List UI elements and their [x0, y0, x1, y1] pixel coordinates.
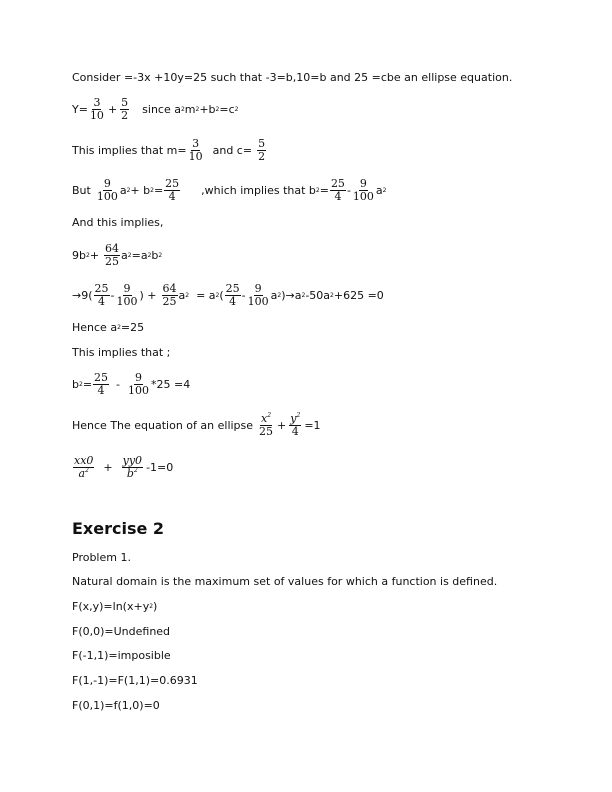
fraction: $\frac{5}{2}$ — [121, 96, 129, 122]
y-equation: Y= $\frac{3}{10}$ + $\frac{5}{2}$ since a 2 m 2 +b 2 =c 2 — [72, 96, 239, 122]
and-this-implies — [72, 216, 163, 229]
fraction: $\frac{5}{2}$ — [258, 137, 266, 163]
fraction: $\frac{y^2}{4}$ — [290, 412, 301, 438]
fraction: $\frac{3}{10}$ — [89, 96, 104, 122]
fraction: $\frac{9}{100}$ — [116, 282, 138, 308]
hence-a2: Hence a 2 =25 — [72, 321, 145, 334]
text: And this implies, — [72, 216, 164, 229]
exercise-heading: Exercise 2 — [72, 519, 165, 538]
text: But — [72, 184, 91, 197]
equation-derivation: →9( $\frac{25}{4}$ - $\frac{9}{100}$ ) + $\frac{64}{25}$ a 2 = a 2 ( $\frac{25}{4}$ - $\frac{9}{100}$ a 2 )→a 2 -50a 2 +625 =0 — [72, 282, 384, 308]
text: + — [107, 103, 118, 116]
fraction: $\frac{9}{100}$ — [128, 371, 150, 397]
text: since a — [142, 103, 181, 116]
fraction: $\frac{x^2}{25}$ — [259, 412, 274, 438]
fraction: $\frac{25}{4}$ — [94, 371, 109, 397]
fraction: $\frac{25}{4}$ — [165, 177, 180, 203]
fraction: $\frac{9}{100}$ — [96, 177, 118, 203]
tangent-equation: $\frac{xx0}{a^2}$ + $\frac{yy0}{b^2}$ -1=0 — [74, 454, 174, 480]
fraction: $\frac{3}{10}$ — [188, 137, 203, 163]
intro-line — [72, 71, 512, 84]
fraction: $\frac{yy0}{b^2}$ — [122, 454, 143, 480]
text: This implies that ; — [72, 346, 171, 359]
fraction: $\frac{64}{25}$ — [162, 282, 177, 308]
f-0-0 — [72, 625, 170, 638]
fraction: $\frac{9}{100}$ — [247, 282, 269, 308]
this-implies-that — [72, 346, 170, 359]
text: and c= — [212, 144, 253, 157]
ellipse-equation: Hence The equation of an ellipse $\frac{x^2}{25}$ + $\frac{y^2}{4}$ =1 — [72, 412, 321, 438]
natural-domain-definition — [72, 575, 497, 588]
text: Natural domain is the maximum set of values for which a function is defined. — [72, 575, 498, 588]
text: Problem 1. — [72, 551, 131, 564]
fraction: $\frac{25}{4}$ — [225, 282, 240, 308]
fraction: $\frac{25}{4}$ — [94, 282, 109, 308]
text: F(-1,1)=imposible — [72, 649, 171, 662]
fraction: $\frac{9}{100}$ — [352, 177, 374, 203]
text: F(1,-1)=F(1,1)=0.6931 — [72, 674, 198, 687]
m-c-values — [72, 138, 267, 163]
function-definition: F(x,y)=ln(x+y 2 ) — [72, 600, 158, 613]
f-1-neg1 — [72, 674, 198, 687]
fraction: $\frac{xx0}{a^2}$ — [74, 454, 94, 480]
text: Y= — [72, 103, 88, 116]
fraction: $\frac{64}{25}$ — [105, 242, 120, 268]
f-neg1-1 — [72, 649, 171, 662]
intro-text: Consider =-3x +10y=25 such that -3=b,10=b and 25 =cbe an ellipse equation. — [72, 71, 513, 84]
fraction: $\frac{25}{4}$ — [330, 177, 345, 203]
text: This implies that m= — [72, 144, 187, 157]
f-0-1 — [72, 699, 160, 712]
problem-label — [72, 551, 131, 564]
b2-equation: b 2 = $\frac{25}{4}$ - $\frac{9}{100}$ *25 =4 — [72, 371, 191, 397]
text: F(0,1)=f(1,0)=0 — [72, 699, 160, 712]
text: F(0,0)=Undefined — [72, 625, 171, 638]
but-equation: But $\frac{9}{100}$ a 2 + b 2 = $\frac{25}{4}$ ,which implies that b 2 = $\frac{25}{4}$ - $\frac{9}{100}$ a 2 — [72, 177, 387, 203]
equation-9b2: 9b 2 + $\frac{64}{25}$ a 2 =a 2 b 2 — [72, 242, 163, 268]
